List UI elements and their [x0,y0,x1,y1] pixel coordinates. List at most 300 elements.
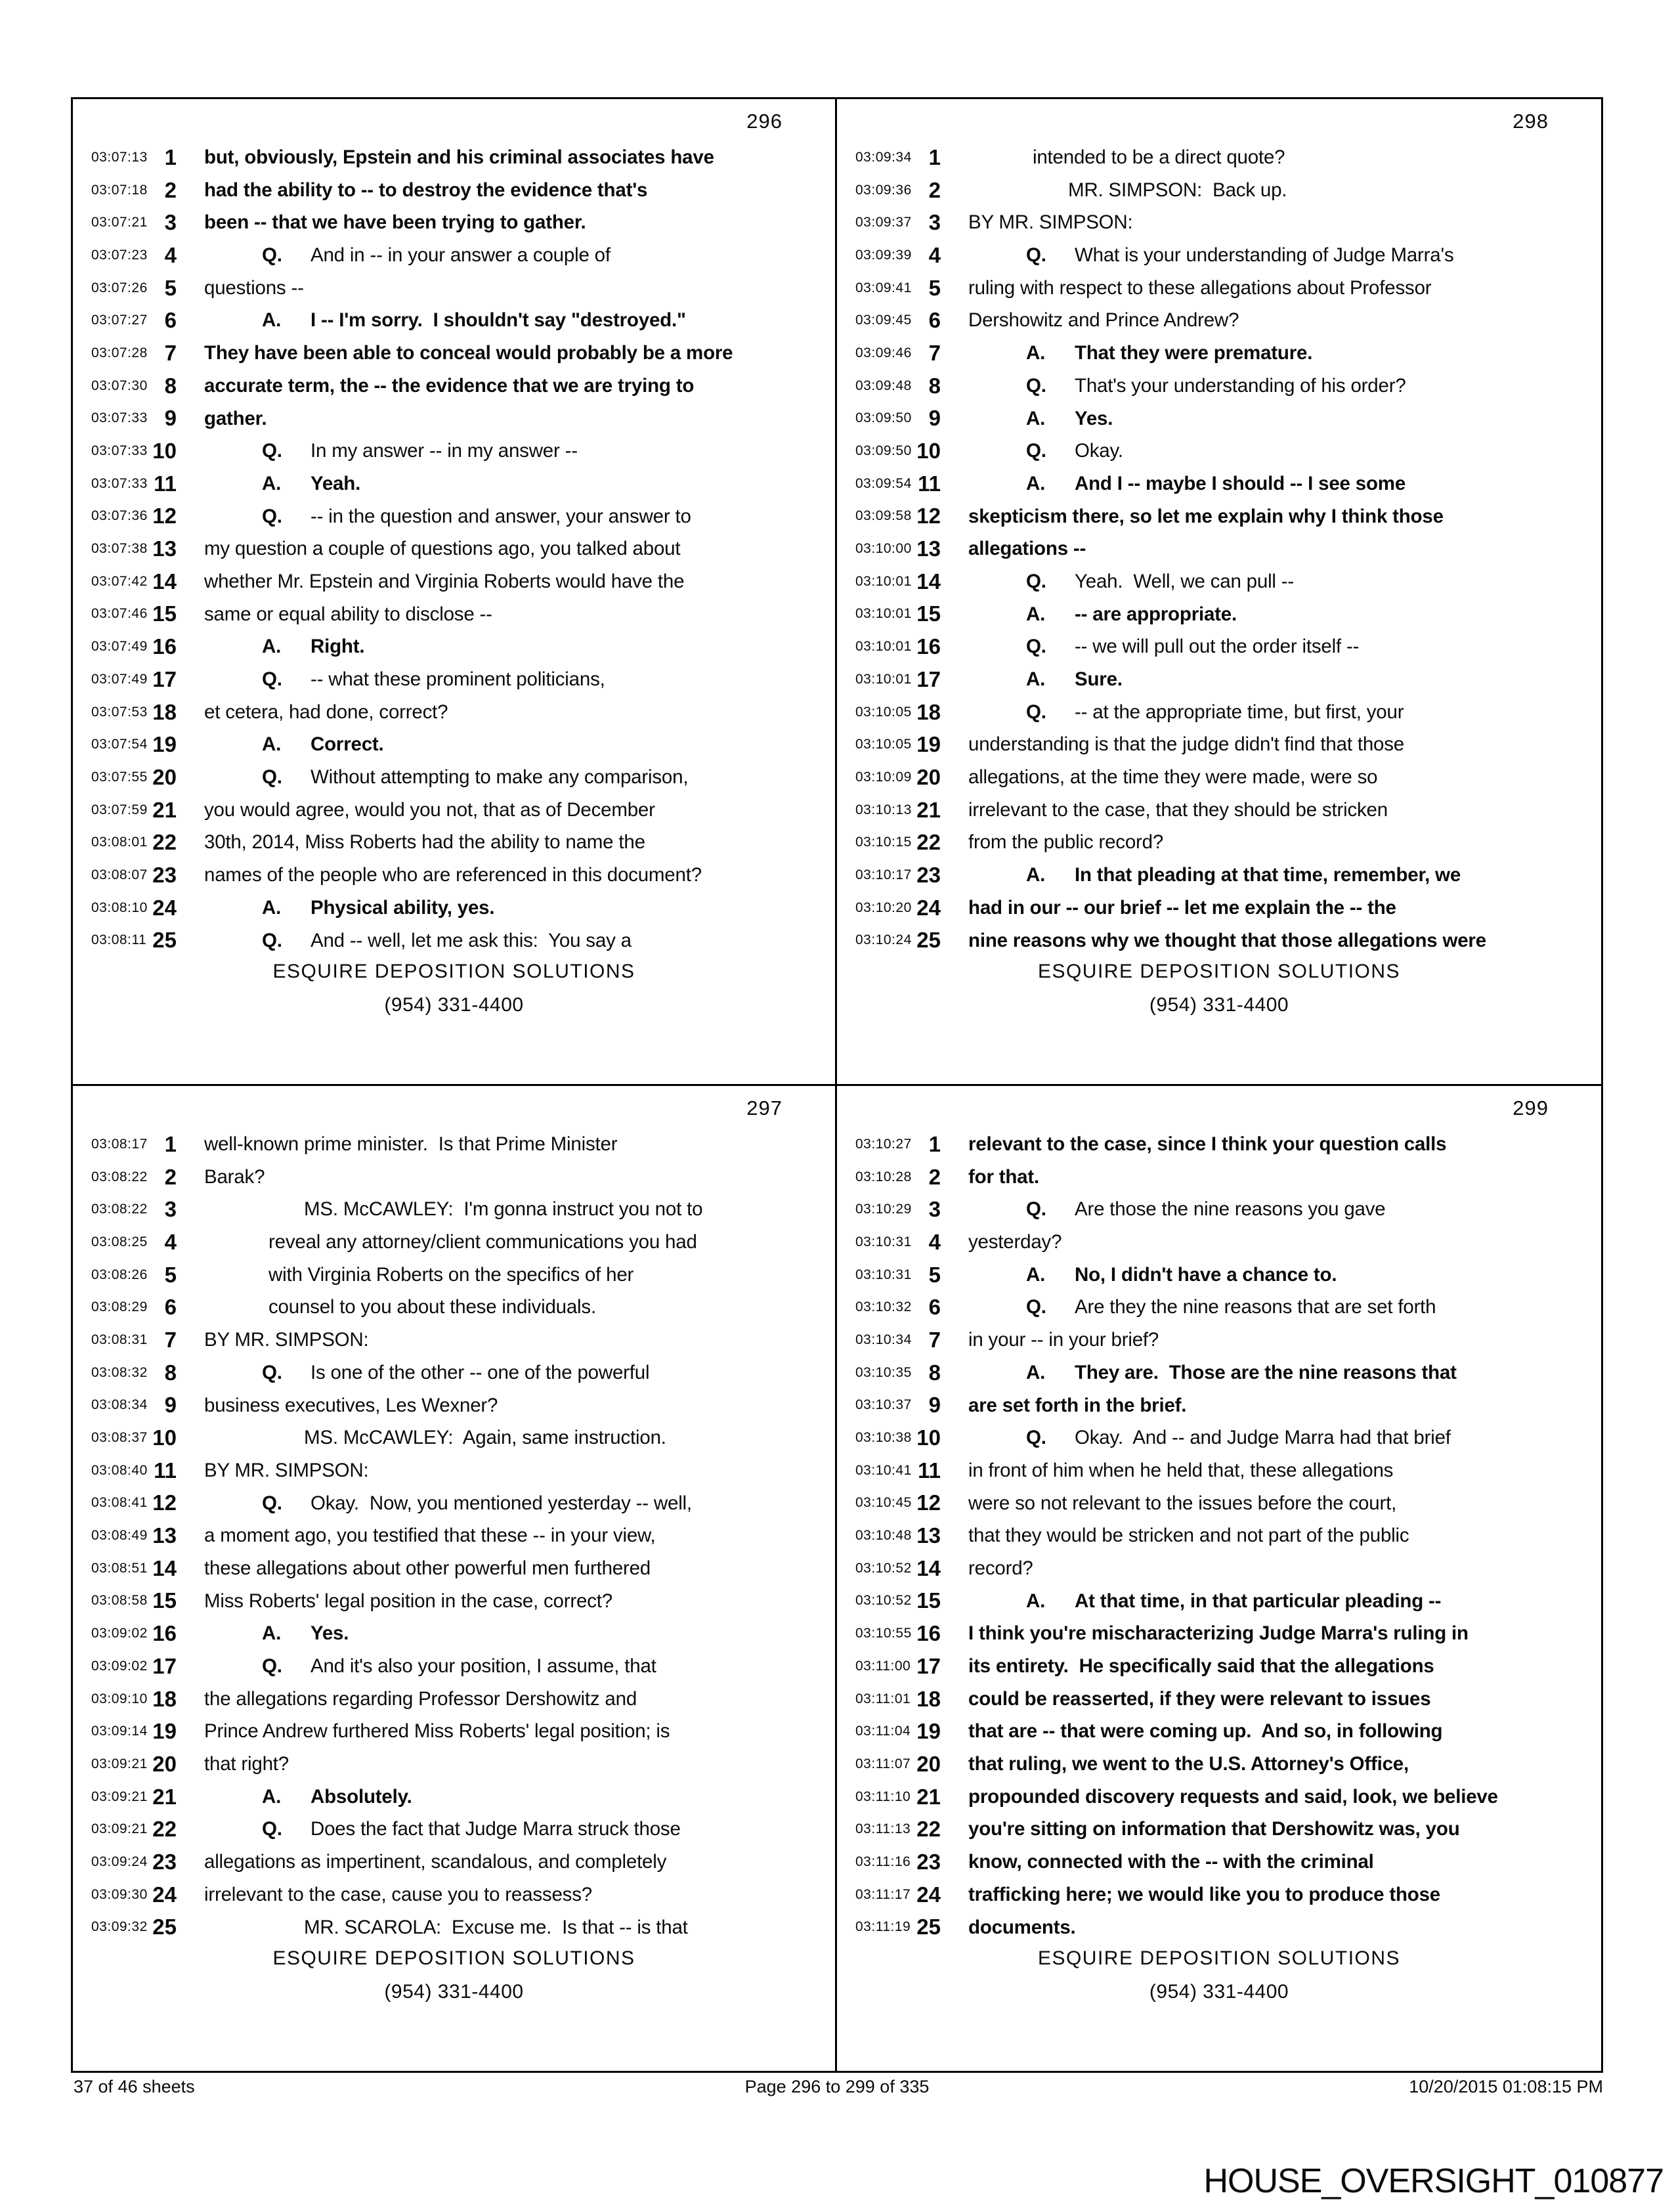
line-text [204,1421,817,1454]
line-body: with Virginia Roberts on the specifics of her [268,1263,634,1286]
timestamp: 03:07:18 [91,182,148,198]
line-text [968,174,1583,207]
transcript-line [837,239,1601,272]
line-body: No, I didn't have a chance to. [1075,1263,1337,1286]
line-text [968,565,1583,598]
line-body: Miss Roberts' legal position in the case, correct? [204,1590,612,1612]
line-number: 12 [916,504,941,529]
line-text [204,630,817,663]
speaker-prefix: Q. [262,929,282,951]
line-number: 22 [152,1817,177,1842]
line-number: 6 [164,308,177,333]
speaker-prefix: Q. [262,766,282,789]
transcript-line [837,370,1601,402]
speaker-prefix: Q. [262,244,282,267]
transcript-line [837,206,1601,239]
line-body: Is one of the other -- one of the powerful [311,1361,650,1383]
line-number: 19 [916,1719,941,1744]
timestamp: 03:08:25 [91,1234,148,1249]
page-footer [837,961,1601,1016]
speaker-prefix: Q. [262,1818,282,1840]
timestamp: 03:08:37 [91,1430,148,1446]
timestamp: 03:08:34 [91,1397,148,1413]
speaker-prefix: Q. [262,1655,282,1677]
line-body: Okay. Now, you mentioned yesterday -- well, [311,1492,692,1514]
line-text [204,402,817,435]
line-number: 2 [928,1164,941,1189]
line-body: are set forth in the brief. [968,1394,1187,1416]
speaker-prefix: Q. [262,1361,282,1383]
transcript-line [73,1650,835,1683]
transcript-line [73,1748,835,1781]
timestamp: 03:11:13 [855,1821,911,1837]
transcript-line [837,924,1601,957]
transcript-line [73,1585,835,1618]
speaker-prefix: Q. [1026,570,1046,592]
page-lines [837,1128,1601,1943]
timestamp: 03:10:31 [855,1267,912,1282]
line-text [204,370,817,402]
line-number: 13 [916,1523,941,1548]
line-number: 25 [916,928,941,953]
line-body: Are they the nine reasons that are set forth [1075,1296,1436,1318]
timestamp: 03:08:22 [91,1202,148,1217]
line-number: 16 [916,634,941,659]
timestamp: 03:07:42 [91,573,148,589]
line-body: And it's also your position, I assume, that [311,1655,656,1677]
transcript-line [837,174,1601,207]
transcript-line [73,1487,835,1520]
timestamp: 03:08:07 [91,867,148,882]
speaker-prefix: Q. [1026,1198,1046,1221]
page-lines [73,1128,835,1943]
line-text [968,1813,1583,1846]
line-number: 25 [152,928,177,953]
line-body: could be reasserted, if they were relevant to issues [968,1687,1431,1710]
line-body: same or equal ability to disclose -- [204,603,492,625]
speaker-prefix: Q. [262,505,282,527]
line-number: 16 [916,1621,941,1646]
line-number: 23 [916,1849,941,1874]
timestamp: 03:08:32 [91,1364,148,1380]
page-lines [837,141,1601,957]
line-number: 7 [928,340,941,365]
transcript-line [837,1650,1601,1683]
line-text [968,1846,1583,1878]
line-text [968,402,1583,435]
line-text [968,1878,1583,1911]
transcript-line [837,1813,1601,1846]
line-body: Sure. [1075,668,1123,690]
line-body: you're sitting on information that Dershowitz was, you [968,1818,1460,1840]
speaker-prefix: A. [1026,864,1046,886]
line-body: irrelevant to the case, cause you to reassess? [204,1883,592,1905]
transcript-line [73,794,835,827]
timestamp: 03:08:31 [91,1332,148,1347]
line-number: 5 [164,1262,177,1287]
line-number: 3 [928,210,941,235]
line-body: intended to be a direct quote? [1033,146,1285,168]
line-number: 14 [152,1555,177,1580]
line-body: BY MR. SIMPSON: [968,211,1133,234]
timestamp: 03:09:34 [855,149,912,165]
transcript-line [73,1161,835,1194]
speaker-prefix: Q. [1026,636,1046,658]
line-body: know, connected with the -- with the criminal [968,1851,1374,1873]
line-number: 12 [152,504,177,529]
line-number: 7 [164,340,177,365]
timestamp: 03:08:49 [91,1528,148,1544]
timestamp: 03:09:50 [855,410,912,426]
transcript-line [837,696,1601,729]
timestamp: 03:10:45 [855,1495,912,1511]
line-number: 4 [928,242,941,267]
transcript-line [837,1291,1601,1324]
line-number: 14 [916,569,941,594]
line-text [204,141,817,174]
line-text [204,467,817,500]
speaker-prefix: A. [262,472,282,494]
transcript-line [837,1683,1601,1716]
line-text [204,924,817,957]
timestamp: 03:08:29 [91,1299,148,1315]
line-body: 30th, 2014, Miss Roberts had the ability to name the [204,831,645,854]
line-number: 15 [152,601,177,626]
line-text [968,1454,1583,1487]
timestamp: 03:10:32 [855,1299,912,1315]
transcript-line [837,892,1601,924]
line-number: 9 [164,1393,177,1418]
line-body: At that time, in that particular pleading -- [1075,1590,1442,1612]
transcript-line [837,1487,1601,1520]
transcript-line [837,1748,1601,1781]
line-number: 2 [164,177,177,202]
line-text [968,1617,1583,1650]
line-text [968,532,1583,565]
pages-grid [71,97,1603,2073]
line-body: Yes. [311,1622,349,1645]
line-number: 9 [928,406,941,431]
line-text [968,239,1583,272]
timestamp: 03:08:26 [91,1267,148,1282]
transcript-line [837,1389,1601,1422]
reporter-phone: (954) 331-4400 [384,1981,524,2003]
line-number: 22 [916,1817,941,1842]
reporter-name: ESQUIRE DEPOSITION SOLUTIONS [272,1947,635,1969]
line-text [968,1487,1583,1520]
timestamp: 03:09:54 [855,475,912,491]
transcript-line [837,794,1601,827]
line-body: Without attempting to make any comparison, [311,766,689,789]
transcript-line [837,1226,1601,1259]
transcript-line [73,598,835,631]
transcript-line [73,402,835,435]
transcript-line [73,1356,835,1389]
transcript-line [73,1291,835,1324]
transcript-line [837,1161,1601,1194]
line-body: you would agree, would you not, that as of December [204,798,655,821]
timestamp: 03:07:33 [91,443,148,459]
timestamp: 03:07:13 [91,149,148,165]
speaker-prefix: Q. [262,1492,282,1514]
line-body: Yes. [1075,407,1113,429]
timestamp: 03:10:09 [855,769,912,785]
line-body: Yeah. [311,472,361,494]
speaker-prefix: Q. [1026,244,1046,267]
transcript-line [73,565,835,598]
timestamp: 03:11:10 [855,1789,911,1804]
line-number: 21 [152,797,177,822]
line-number: 2 [164,1164,177,1189]
speaker-prefix: A. [262,309,282,332]
line-body: MS. McCAWLEY: I'm gonna instruct you not to [304,1198,703,1221]
line-number: 8 [928,1360,941,1385]
line-text [204,892,817,924]
timestamp: 03:07:30 [91,378,148,393]
timestamp: 03:10:48 [855,1528,912,1544]
transcript-line [837,1324,1601,1356]
line-text [204,1617,817,1650]
timestamp: 03:10:31 [855,1234,912,1249]
timestamp: 03:08:11 [91,932,147,948]
line-number: 4 [164,1229,177,1254]
transcript-line [837,1617,1601,1650]
line-number: 11 [154,471,177,496]
line-text [968,794,1583,827]
line-number: 18 [916,1686,941,1711]
transcript-line [73,1683,835,1716]
transcript-line [73,1878,835,1911]
timestamp: 03:09:37 [855,215,912,230]
transcript-line [837,1715,1601,1748]
line-number: 15 [916,601,941,626]
timestamp: 03:09:58 [855,508,912,524]
line-text [204,304,817,337]
timestamp: 03:08:17 [91,1136,148,1152]
line-body: had in our -- our brief -- let me explain the -- the [968,896,1396,919]
timestamp: 03:07:23 [91,247,148,263]
line-text [204,1813,817,1846]
timestamp: 03:09:50 [855,443,912,459]
print-timestamp: 10/20/2015 01:08:15 PM [1409,2077,1603,2096]
transcript-line [837,435,1601,467]
line-text [968,1911,1583,1944]
line-text [204,1781,817,1813]
line-body: ruling with respect to these allegations about Professor [968,276,1432,299]
timestamp: 03:07:21 [91,215,148,230]
timestamp: 03:10:52 [855,1560,912,1576]
line-number: 25 [152,1915,177,1940]
line-text [204,206,817,239]
timestamp: 03:07:27 [91,313,148,328]
line-body: from the public record? [968,831,1164,854]
speaker-prefix: Q. [262,440,282,462]
timestamp: 03:08:10 [91,900,148,915]
line-number: 17 [152,1653,177,1678]
line-text [204,532,817,565]
line-text [968,500,1583,533]
timestamp: 03:08:58 [91,1593,148,1609]
line-text [968,304,1583,337]
line-number: 18 [916,699,941,724]
line-number: 15 [916,1588,941,1613]
line-number: 7 [928,1327,941,1352]
line-text [968,1650,1583,1683]
line-number: 8 [164,373,177,398]
speaker-prefix: Q. [1026,1296,1046,1318]
line-text [968,435,1583,467]
line-body: allegations -- [968,538,1086,560]
line-text [968,1259,1583,1291]
line-number: 25 [916,1915,941,1940]
timestamp: 03:10:55 [855,1626,912,1641]
transcript-line [73,728,835,761]
line-body: -- in the question and answer, your answer to [311,505,691,527]
line-body: accurate term, the -- the evidence that we are trying to [204,374,695,397]
transcript-line [837,500,1601,533]
line-body: What is your understanding of Judge Marra's [1075,244,1454,267]
line-body: They have been able to conceal would probably be a more [204,342,733,364]
timestamp: 03:10:35 [855,1364,912,1380]
line-body: That they were premature. [1075,342,1313,364]
transcript-line [73,337,835,370]
timestamp: 03:10:34 [855,1332,912,1347]
timestamp: 03:11:01 [855,1691,911,1706]
timestamp: 03:10:52 [855,1593,912,1609]
line-text [204,859,817,892]
line-body: They are. Those are the nine reasons that [1075,1361,1457,1383]
transcript-line [73,1715,835,1748]
speaker-prefix: A. [262,636,282,658]
line-text [968,1161,1583,1194]
transcript-line [837,1585,1601,1618]
line-body: MR. SCAROLA: Excuse me. Is that -- is that [304,1916,688,1938]
line-text [968,1324,1583,1356]
line-number: 20 [152,1751,177,1776]
transcript-line [73,630,835,663]
line-text [968,141,1583,174]
timestamp: 03:09:32 [91,1919,148,1935]
reporter-name: ESQUIRE DEPOSITION SOLUTIONS [272,961,635,982]
line-body: that right? [204,1753,289,1775]
line-body: And in -- in your answer a couple of [311,244,611,267]
line-body: Absolutely. [311,1785,412,1808]
line-body: MR. SIMPSON: Back up. [1068,179,1287,201]
timestamp: 03:10:17 [855,867,912,882]
line-text [204,761,817,794]
transcript-line [73,1128,835,1161]
line-body: I think you're mischaracterizing Judge Marra's ruling in [968,1622,1469,1645]
transcript-line [837,1421,1601,1454]
line-number: 8 [164,1360,177,1385]
line-number: 9 [928,1393,941,1418]
timestamp: 03:10:24 [855,932,912,948]
timestamp: 03:07:49 [91,639,148,655]
line-body: allegations as impertinent, scandalous, and completely [204,1851,667,1873]
line-text [204,1324,817,1356]
line-body: -- what these prominent politicians, [311,668,605,690]
line-body: MS. McCAWLEY: Again, same instruction. [304,1427,666,1449]
timestamp: 03:09:36 [855,182,912,198]
line-text [968,370,1583,402]
page-number: 299 [1513,1096,1549,1119]
transcript-line [837,859,1601,892]
line-number: 23 [152,862,177,887]
timestamp: 03:07:54 [91,737,148,752]
timestamp: 03:10:41 [855,1462,912,1478]
timestamp: 03:09:02 [91,1658,148,1674]
line-text [968,1781,1583,1813]
page-range: Page 296 to 299 of 335 [744,2077,930,2096]
speaker-prefix: A. [262,1622,282,1645]
timestamp: 03:09:46 [855,345,912,360]
transcript-line [837,1878,1601,1911]
transcript-sheet [71,97,1603,2100]
speaker-prefix: A. [1026,472,1046,494]
line-number: 4 [164,242,177,267]
line-number: 14 [916,1555,941,1580]
timestamp: 03:10:29 [855,1202,912,1217]
transcript-line [73,1193,835,1226]
transcript-line [73,206,835,239]
line-text [968,1421,1583,1454]
line-number: 19 [152,1719,177,1744]
line-body: And -- well, let me ask this: You say a [311,929,632,951]
line-number: 11 [918,471,941,496]
line-text [204,1519,817,1552]
line-text [204,826,817,859]
line-text [204,1715,817,1748]
timestamp: 03:11:07 [855,1756,911,1771]
line-number: 21 [916,797,941,822]
transcript-line [837,141,1601,174]
speaker-prefix: A. [1026,342,1046,364]
timestamp: 03:09:24 [91,1854,148,1869]
timestamp: 03:09:41 [855,280,912,295]
line-text [204,1454,817,1487]
line-text [968,696,1583,729]
transcript-line [837,304,1601,337]
reporter-name: ESQUIRE DEPOSITION SOLUTIONS [1037,961,1401,982]
line-text [204,598,817,631]
line-number: 20 [152,764,177,789]
bates-number: HOUSE_OVERSIGHT_010877 [1203,2162,1663,2200]
timestamp: 03:08:40 [91,1462,148,1478]
transcript-line [73,1226,835,1259]
transcript-line [837,1454,1601,1487]
timestamp: 03:10:13 [855,802,912,817]
line-body: documents. [968,1916,1076,1938]
line-body: Okay. [1075,440,1123,462]
timestamp: 03:10:00 [855,541,912,557]
line-body: Prince Andrew furthered Miss Roberts' legal position; is [204,1720,670,1743]
line-body: et cetera, had done, correct? [204,701,448,723]
line-number: 10 [152,439,177,464]
line-text [968,1389,1583,1422]
speaker-prefix: Q. [1026,701,1046,723]
line-body: but, obviously, Epstein and his criminal associates have [204,146,714,168]
line-number: 9 [164,406,177,431]
transcript-line [837,1259,1601,1291]
page-footer [73,1947,835,2003]
timestamp: 03:09:10 [91,1691,148,1706]
line-body: -- at the appropriate time, but first, your [1075,701,1404,723]
transcript-line [73,272,835,305]
timestamp: 03:11:04 [855,1724,911,1739]
timestamp: 03:07:38 [91,541,148,557]
line-text [968,1715,1583,1748]
line-text [204,1650,817,1683]
